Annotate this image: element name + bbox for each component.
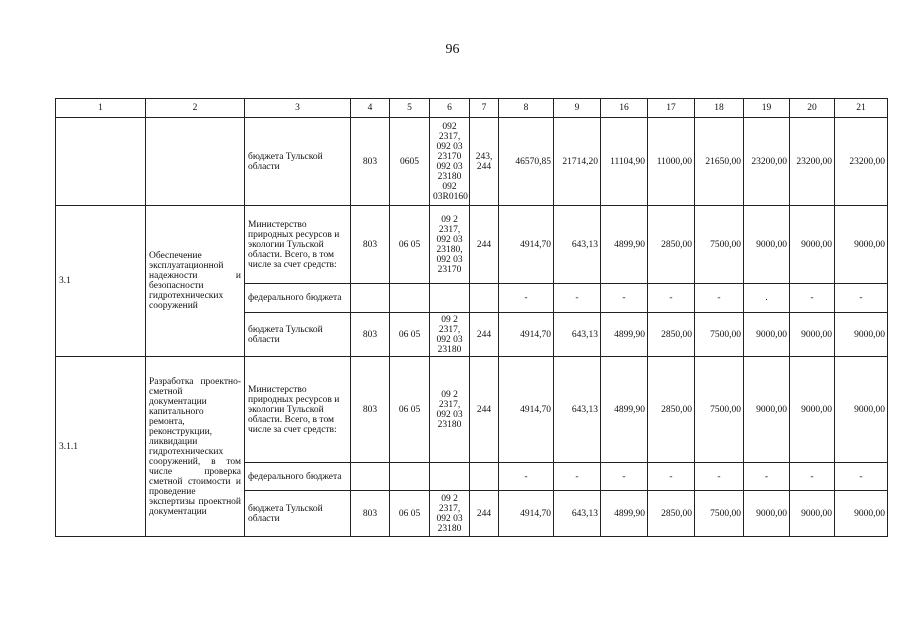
table-cell: - xyxy=(695,463,744,491)
table-cell: 092 2317, 092 03 23170 092 03 23180 092 03R0160 xyxy=(430,118,470,206)
table-cell: 244 xyxy=(470,357,499,463)
table-cell xyxy=(146,118,245,206)
table-cell: 11000,00 xyxy=(648,118,695,206)
table-cell: Министерство природных ресурсов и экологии Тульской области. Всего, в том числе за счет средств: xyxy=(245,206,351,284)
table-row xyxy=(56,357,888,463)
table-cell: 9000,00 xyxy=(744,206,790,284)
table-cell: 23200,00 xyxy=(790,118,835,206)
header-cell: 16 xyxy=(601,99,648,118)
table-cell: 21714,20 xyxy=(554,118,601,206)
table-cell: 2850,00 xyxy=(648,357,695,463)
header-cell: 6 xyxy=(430,99,470,118)
table-cell: 23200,00 xyxy=(744,118,790,206)
header-row xyxy=(56,99,888,118)
table-cell: 9000,00 xyxy=(744,491,790,537)
table-cell: 3.1 xyxy=(56,206,146,357)
table-cell: 244 xyxy=(470,491,499,537)
table-cell: федерального бюджета xyxy=(245,463,351,491)
header-cell: 5 xyxy=(390,99,430,118)
table-cell: 46570,85 xyxy=(499,118,554,206)
table-cell: 9000,00 xyxy=(790,206,835,284)
table-cell: 06 05 xyxy=(390,357,430,463)
header-cell: 1 xyxy=(56,99,146,118)
table-cell xyxy=(351,284,390,313)
table-cell xyxy=(56,118,146,206)
table-cell: бюджета Тульской области xyxy=(245,118,351,206)
table-cell: 9000,00 xyxy=(835,313,888,357)
table-cell: - xyxy=(648,463,695,491)
table-cell: 803 xyxy=(351,357,390,463)
table-cell: Обеспечение эксплуатационной надежности и безопасности гидротехнических сооружений xyxy=(146,206,245,357)
table-cell: 09 2 2317, 092 03 23180 xyxy=(430,357,470,463)
header-cell: 8 xyxy=(499,99,554,118)
table-cell: 803 xyxy=(351,313,390,357)
header-cell: 4 xyxy=(351,99,390,118)
table-cell: 9000,00 xyxy=(835,357,888,463)
table-cell xyxy=(470,463,499,491)
table-cell: - xyxy=(554,463,601,491)
table-cell: 4914,70 xyxy=(499,313,554,357)
table-cell xyxy=(390,463,430,491)
table-cell xyxy=(351,463,390,491)
table-cell: 9000,00 xyxy=(790,357,835,463)
header-cell: 17 xyxy=(648,99,695,118)
table-cell xyxy=(390,284,430,313)
table-cell: 9000,00 xyxy=(744,357,790,463)
table-cell: 803 xyxy=(351,491,390,537)
table-cell: Министерство природных ресурсов и экологии Тульской области. Всего, в том числе за счет средств: xyxy=(245,357,351,463)
table-cell: 4899,90 xyxy=(601,357,648,463)
table-cell xyxy=(430,284,470,313)
table-cell: 643,13 xyxy=(554,491,601,537)
header-cell: 21 xyxy=(835,99,888,118)
table-cell: 7500,00 xyxy=(695,491,744,537)
table-cell: 06 05 xyxy=(390,313,430,357)
table-cell: 4899,90 xyxy=(601,313,648,357)
table-cell: бюджета Тульской области xyxy=(245,313,351,357)
header-cell: 19 xyxy=(744,99,790,118)
table-cell: 243, 244 xyxy=(470,118,499,206)
table-cell: 9000,00 xyxy=(790,313,835,357)
table-cell: 9000,00 xyxy=(790,491,835,537)
budget-table xyxy=(55,98,888,537)
header-cell: 2 xyxy=(146,99,245,118)
table-cell: 4899,90 xyxy=(601,206,648,284)
table-cell: федерального бюджета xyxy=(245,284,351,313)
table-cell: 09 2 2317, 092 03 23180 xyxy=(430,491,470,537)
table-cell: 11104,90 xyxy=(601,118,648,206)
table-cell: 06 05 xyxy=(390,206,430,284)
table-cell: 4914,70 xyxy=(499,206,554,284)
table-cell: 2850,00 xyxy=(648,491,695,537)
table-cell: - xyxy=(835,463,888,491)
table-cell: 7500,00 xyxy=(695,206,744,284)
table-cell: 09 2 2317, 092 03 23180 xyxy=(430,313,470,357)
table-cell: бюджета Тульской области xyxy=(245,491,351,537)
table-row xyxy=(56,206,888,284)
page-number: 96 xyxy=(445,42,460,57)
table-cell: - xyxy=(499,463,554,491)
table-cell: 3.1.1 xyxy=(56,357,146,537)
table-cell: 9000,00 xyxy=(744,313,790,357)
table-cell: 06 05 xyxy=(390,491,430,537)
table-cell: 803 xyxy=(351,118,390,206)
table-cell: - xyxy=(499,284,554,313)
table-cell: - xyxy=(790,284,835,313)
table-cell: - xyxy=(648,284,695,313)
table-cell: 4899,90 xyxy=(601,491,648,537)
table-cell: 09 2 2317, 092 03 23180, 092 03 23170 xyxy=(430,206,470,284)
table-cell: 4914,70 xyxy=(499,491,554,537)
header-cell: 7 xyxy=(470,99,499,118)
table-cell: 7500,00 xyxy=(695,313,744,357)
table-cell: - xyxy=(601,284,648,313)
header-cell: 18 xyxy=(695,99,744,118)
table-cell: - xyxy=(601,463,648,491)
table-cell: 803 xyxy=(351,206,390,284)
header-cell: 9 xyxy=(554,99,601,118)
table-cell: 9000,00 xyxy=(835,491,888,537)
table-cell: - xyxy=(554,284,601,313)
table-cell xyxy=(470,284,499,313)
table-cell: 4914,70 xyxy=(499,357,554,463)
table-cell: 21650,00 xyxy=(695,118,744,206)
table-cell: - xyxy=(835,284,888,313)
table-cell: - xyxy=(744,463,790,491)
table-cell xyxy=(430,463,470,491)
table-cell: 9000,00 xyxy=(835,206,888,284)
table-cell: 643,13 xyxy=(554,357,601,463)
table-cell: 643,13 xyxy=(554,313,601,357)
table-cell: 244 xyxy=(470,206,499,284)
table-cell: 0605 xyxy=(390,118,430,206)
header-cell: 3 xyxy=(245,99,351,118)
table-row xyxy=(56,118,888,206)
header-cell: 20 xyxy=(790,99,835,118)
table-cell: 2850,00 xyxy=(648,206,695,284)
table-cell: . xyxy=(744,284,790,313)
table-cell: 7500,00 xyxy=(695,357,744,463)
table-cell: - xyxy=(695,284,744,313)
table-cell: 244 xyxy=(470,313,499,357)
table-cell: 23200,00 xyxy=(835,118,888,206)
table-cell: 2850,00 xyxy=(648,313,695,357)
table-cell: Разработка проектно-сметной документации капитального ремонта, реконструкции, ликвидации гидротехнических сооружений, в том числе проверка сметной стоимости и проведение экспертизы проектной документации xyxy=(146,357,245,537)
table-cell: 643,13 xyxy=(554,206,601,284)
table-cell: - xyxy=(790,463,835,491)
